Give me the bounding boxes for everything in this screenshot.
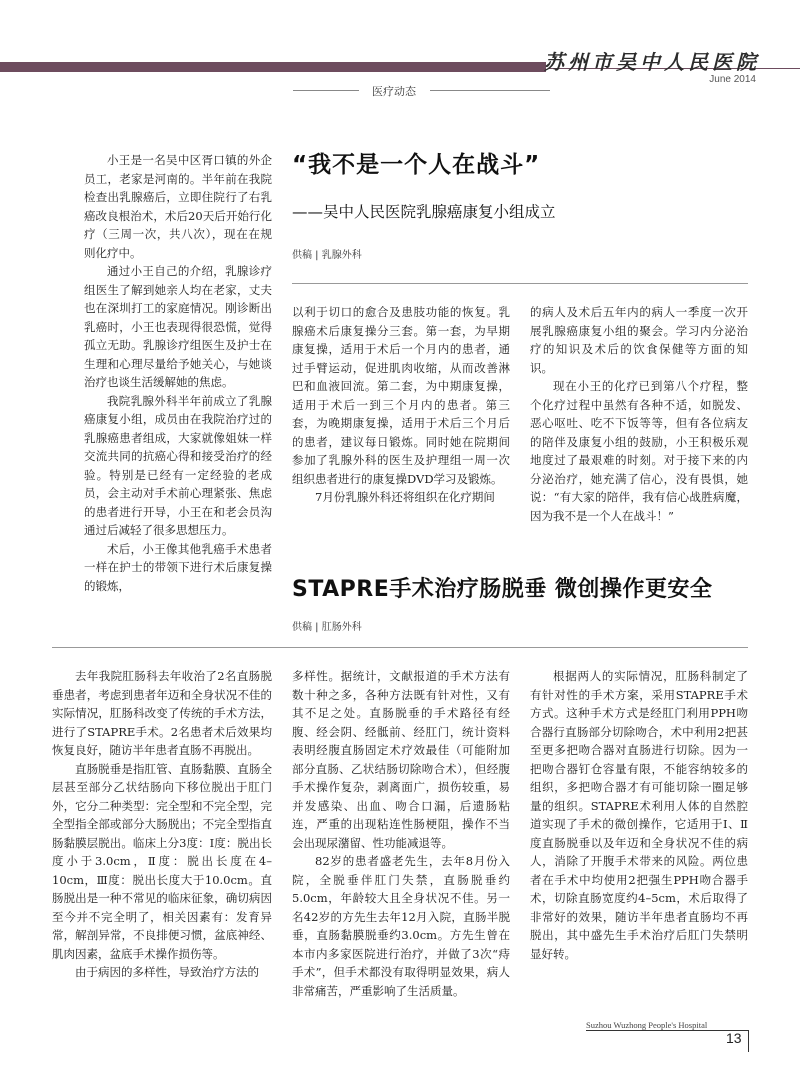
page-number-divider [748,1030,749,1052]
paragraph: 的病人及术后五年内的病人一季度一次开展乳腺癌康复小组的聚会。学习内分泌治疗的知识及术后的饮食保健等方面的知识。 [530,305,748,375]
paragraph: 通过小王自己的介绍，乳腺诊疗组医生了解到她亲人均在老家，丈夫也在深圳打工的家庭情况。刚诊断出乳癌时，小王也表现得很恐慌，觉得孤立无助。乳腺诊疗组医生及护士在生理和心理尽量给予她关心，与她谈治疗也谈生活缓解她的焦虑。 [84,264,272,389]
paragraph: 现在小王的化疗已到第八个疗程，整个化疗过程中虽然有各种不适，如脱发、恶心呕吐、吃不下饭等等，但有各位病友的陪伴及康复小组的鼓励，小王积极乐观地度过了最艰难的时刻。对于接下来的内分泌治疗，她充满了信心，没有畏惧，她说：“有大家的陪伴，我有信心战胜病魔，因为我不是一个人在战斗！” [530,379,748,523]
paragraph: 术后，小王像其他乳癌手术患者一样在护士的带领下进行术后康复操的锻炼， [84,541,272,593]
footer-hospital-name: Suzhou Wuzhong People's Hospital [586,1020,708,1030]
article1-column-2 [292,303,510,507]
paragraph: 我院乳腺外科半年前成立了乳腺癌康复小组，成员由在我院治疗过的乳腺癌患者组成，大家就像姐妹一样交流共同的抗癌心得和接受治疗的经验。特别是已经有一定经验的老成员，会主动对手术前心理紧张、焦虑的患者进行开导，小王在和老会员沟通过后减轻了很多思想压力。 [84,393,272,537]
article1-rule [292,283,748,284]
paragraph: 以利于切口的愈合及患肢功能的恢复。乳腺癌术后康复操分三套。第一套，为早期康复操，适用于术后一个月内的患者，通过手臂运动，促进肌肉收缩，从而改善淋巴和血液回流。第二套，为中期康复操，适用于术后一到三个月内的患者。第三套，为晚期康复操，适用于术后三个月后的患者，建议每日锻炼。同时她在院期间参加了乳腺外科的医生及护理组一周一次组织患者进行的康复操DVD学习及锻炼。 [292,305,510,486]
page-number: 13 [726,1030,742,1046]
paragraph: 直肠脱垂是指肛管、直肠黏膜、直肠全层甚至部分乙状结肠向下移位脱出于肛门外，它分二种类型：完全型和不完全型，完全型指全部或部分大肠脱出；不完全型指直肠黏膜层脱出。临床上分3度：Ⅰ度：脱出长度小于3.0cm，Ⅱ度：脱出长度在4–10cm，Ⅲ度：脱出长度大于10.0cm。直肠脱出是一种不常见的临床征象，确切病因至今并不完全明了，相关因素有：发育异常，解剖异常，不良排便习惯，盆底神经、肌肉因素，盆底手术操作损伤等。 [52,761,272,961]
article1-column-3 [530,303,748,525]
hospital-name: 苏州市吴中人民医院 [544,50,760,74]
article1-byline: 供稿 | 乳腺外科 [292,250,362,261]
article1-title: “我不是一个人在战斗” [292,152,541,178]
paragraph: 82岁的患者盛老先生，去年8月份入院，全脱垂伴肛门失禁，直肠脱垂约5.0cm，年龄较大且全身状况不佳。另一名42岁的方先生去年12月入院，直肠半脱垂，直肠黏膜脱垂约3.0cm。方先生曾在本市内多家医院进行治疗，并做了3次“痔手术”，但手术都没有取得明显效果，病人非常痛苦，严重影响了生活质量。 [292,854,510,998]
article2-title: STAPRE手术治疗肠脱垂 微创操作更安全 [292,577,713,602]
paragraph: 去年我院肛肠科去年收治了2名直肠脱垂患者，考虑到患者年迈和全身状况不佳的实际情况，肛肠科改变了传统的手术方法，进行了STAPRE手术。2名患者术后效果均恢复良好，随访半年患者直肠不再脱出。 [52,669,272,757]
paragraph: 7月份乳腺外科还将组织在化疗期间 [315,490,495,504]
article1-column-1 [84,151,272,595]
header-color-bar [0,62,546,72]
issue-date: June 2014 [709,74,756,85]
article2-column-3 [530,667,748,963]
paragraph: 多样性。据统计，文献报道的手术方法有数十种之多，各种方法既有针对性，又有其不足之处。直肠脱垂的手术路径有经腹、经会阴、经骶前、经肛门，统计资料表明经腹直肠固定术疗效最佳（可能附加部分直肠、乙状结肠切除吻合术），但经腹手术操作复杂，剥离面广，损伤较重，易并发感染、出血、吻合口漏，后遗肠粘连，严重的出现粘连性肠梗阻，操作不当会出现尿潴留、性功能减退等。 [292,669,510,850]
section-label: 医疗动态 [372,85,416,98]
article2-rule [52,647,748,648]
section-rule-left [293,90,359,91]
article2-column-1 [52,667,272,982]
paragraph: 根据两人的实际情况，肛肠科制定了有针对性的手术方案，采用STAPRE手术方式。这种手术方式是经肛门利用PPH吻合器行直肠部分切除吻合，术中利用2把甚至更多把吻合器对直肠进行切除。因为一把吻合器钉仓容量有限，不能容纳较多的组织，多把吻合器才有可能切除一圈足够量的组织。STAPRE术利用人体的自然腔道实现了手术的微创操作，它适用于Ⅰ、Ⅱ度直肠脱垂以及年迈和全身状况不佳的病人，消除了开腹手术带来的风险。两位患者在手术中均使用2把强生PPH吻合器手术，切除直肠宽度约4–5cm，术后取得了非常好的效果，随访半年患者直肠均不再脱出，其中盛先生手术治疗后肛门失禁明显好转。 [530,669,748,961]
article2-byline: 供稿 | 肛肠外科 [292,622,362,633]
article2-column-2 [292,667,510,1000]
section-rule-right [430,90,550,91]
article1-subtitle: ——吴中人民医院乳腺癌康复小组成立 [292,203,556,221]
paragraph: 小王是一名吴中区胥口镇的外企员工，老家是河南的。半年前在我院检查出乳腺癌后，立即住院行了右乳癌改良根治术，术后20天后开始行化疗（三周一次，共八次），现在在规则化疗中。 [84,153,272,260]
paragraph: 由于病因的多样性，导致治疗方法的 [75,965,259,979]
footer-rule [586,1030,748,1031]
